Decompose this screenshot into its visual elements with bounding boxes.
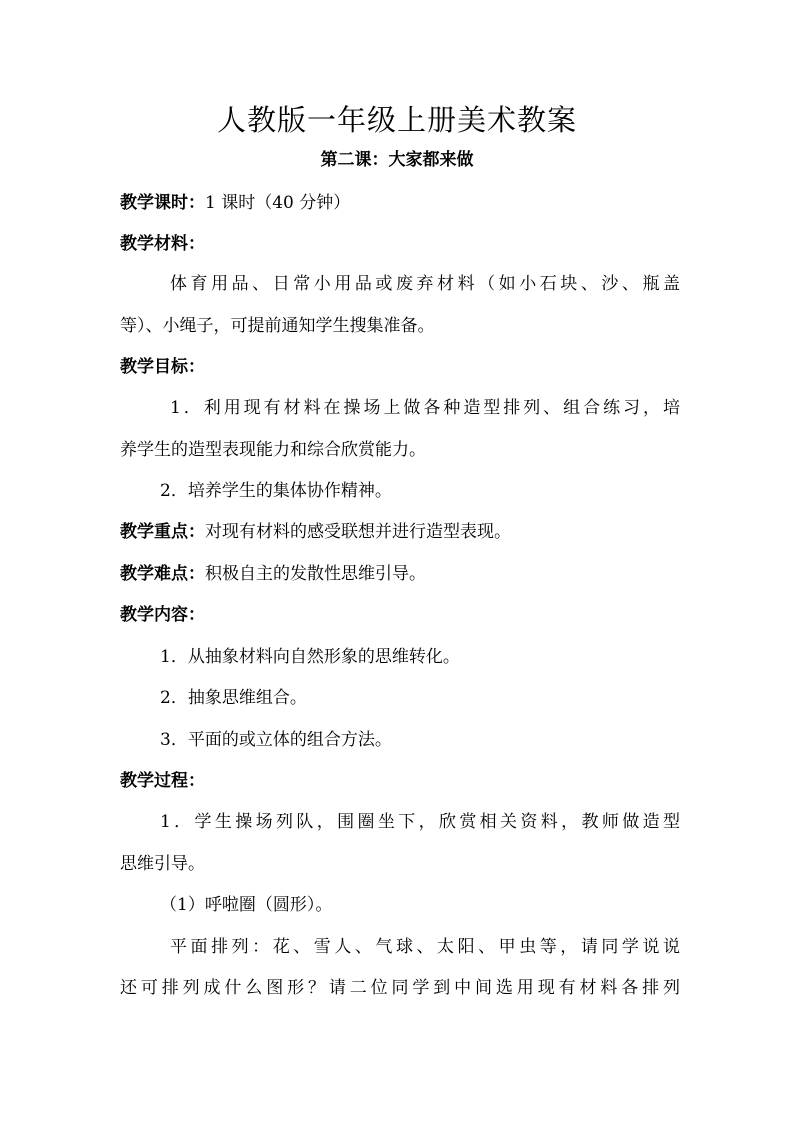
lesson-subtitle: 第二课：大家都来做 <box>320 150 474 170</box>
process-label: 教学过程： <box>120 771 205 791</box>
materials-line-1: 体育用品、日常小用品或废弃材料（如小石块、沙、瓶盖 <box>170 274 680 294</box>
process-step-1-line-1: 1．学生操场列队，围圈坐下，欣赏相关资料，教师做造型 <box>160 812 680 832</box>
class-hours-label: 教学课时： <box>120 193 205 213</box>
objective-2: 2．培养学生的集体协作精神。 <box>160 481 392 501</box>
objective-1-line-2: 养学生的造型表现能力和综合欣赏能力。 <box>120 440 426 460</box>
content-item-1: 1．从抽象材料向自然形象的思维转化。 <box>160 647 460 667</box>
materials-line-2: 等）、小绳子，可提前通知学生搜集准备。 <box>120 316 435 336</box>
content-label: 教学内容： <box>120 605 205 625</box>
objectives-label: 教学目标： <box>120 357 205 377</box>
class-hours-value: 1 课时（40 分钟） <box>205 193 351 213</box>
class-hours-row <box>120 190 680 216</box>
difficulties-value: 积极自主的发散性思维引导。 <box>205 564 426 584</box>
difficulties-row <box>120 561 680 587</box>
key-points-label: 教学重点： <box>120 522 205 542</box>
document-title: 人教版一年级上册美术教案 <box>216 103 577 137</box>
process-paragraph-line-2: 还可排列成什么图形？请二位同学到中间选用现有材料各排列 <box>120 978 680 998</box>
key-points-value: 对现有材料的感受联想并进行造型表现。 <box>205 522 511 542</box>
difficulties-label: 教学难点： <box>120 564 205 584</box>
process-step-1-line-2: 思维引导。 <box>120 854 205 874</box>
objective-1-line-1: 1．利用现有材料在操场上做各种造型排列、组合练习，培 <box>170 398 680 418</box>
content-item-3: 3．平面的或立体的组合方法。 <box>160 730 392 750</box>
key-points-row <box>120 519 680 545</box>
content-item-2: 2．抽象思维组合。 <box>160 688 307 708</box>
process-sub-1: （1）呼啦圈（圆形）。 <box>160 895 333 915</box>
materials-label: 教学材料： <box>120 234 205 254</box>
process-paragraph-line-1: 平面排列：花、雪人、气球、太阳、甲虫等，请同学说说 <box>170 937 680 957</box>
